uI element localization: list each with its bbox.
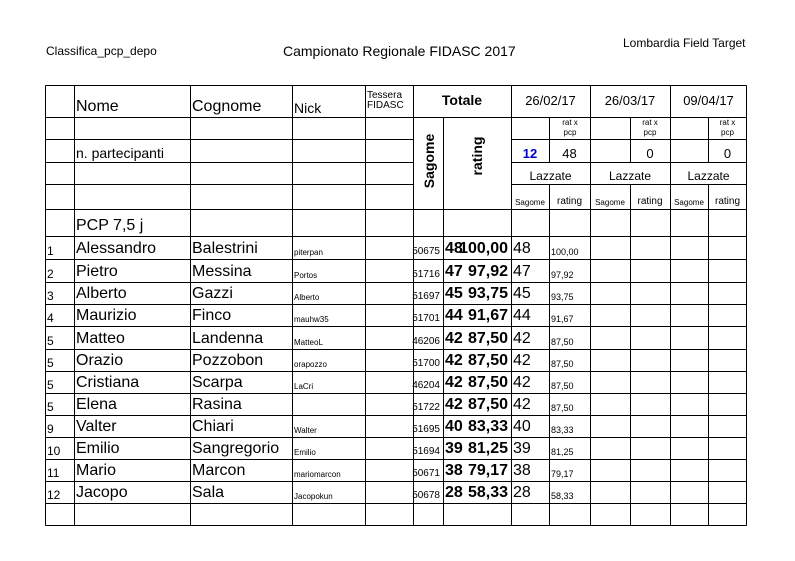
stage1-rating: 91,67 xyxy=(551,314,574,324)
stage1-rating: 97,92 xyxy=(551,270,574,280)
nickname: orapozzo xyxy=(294,360,327,369)
last-name: Marcon xyxy=(192,462,246,479)
nickname: Alberto xyxy=(294,293,320,302)
sheet-id: Classifica_pcp_depo xyxy=(46,44,157,58)
subheader-sagome: Sagome xyxy=(595,198,625,207)
first-name: Maurizio xyxy=(76,307,137,324)
col-header-date: 26/03/17 xyxy=(604,93,656,108)
stage1-rating: 87,50 xyxy=(551,359,574,369)
total-rating: 87,50 xyxy=(467,396,508,413)
stage1-targets: 45 xyxy=(513,285,531,302)
total-targets: 48 xyxy=(445,240,463,257)
first-name: Matteo xyxy=(76,330,125,347)
total-rating: 87,50 xyxy=(467,374,508,391)
total-targets: 42 xyxy=(445,374,463,391)
total-rating: 81,25 xyxy=(467,440,508,457)
rank: 4 xyxy=(47,311,54,325)
nickname: Walter xyxy=(294,426,317,435)
participants-count: 12 xyxy=(522,146,538,161)
col-header-date: 26/02/17 xyxy=(525,93,576,108)
nickname: mariomarcon xyxy=(294,470,341,479)
col-header-tessera: Tessera xyxy=(367,90,403,101)
membership-number: 50678 xyxy=(412,490,440,501)
venue-name: Lazzate xyxy=(608,169,652,183)
subheader-sagome: Sagome xyxy=(515,198,545,207)
first-name: Valter xyxy=(76,418,117,435)
stage1-rating: 87,50 xyxy=(551,381,574,391)
stage1-rating: 83,33 xyxy=(551,425,574,435)
total-rating: 97,92 xyxy=(467,263,508,280)
total-targets: 42 xyxy=(445,330,463,347)
stage1-targets: 42 xyxy=(513,374,531,391)
membership-number: 46204 xyxy=(412,380,440,391)
nickname: MatteoL xyxy=(294,338,323,347)
stage1-targets: 47 xyxy=(513,263,531,280)
total-rating: 100,00 xyxy=(459,240,508,257)
nickname: piterpan xyxy=(294,248,323,257)
total-targets: 39 xyxy=(445,440,463,457)
category-label: PCP 7,5 j xyxy=(76,217,144,234)
stage1-targets: 28 xyxy=(513,484,531,501)
membership-number: 51694 xyxy=(412,446,440,457)
rank: 5 xyxy=(47,356,54,370)
stage1-targets: 39 xyxy=(513,440,531,457)
participants-count: 0 xyxy=(646,146,654,161)
col-header-nick: Nick xyxy=(294,100,322,116)
col-header-ratx: rat x xyxy=(642,118,658,127)
stage1-targets: 42 xyxy=(513,330,531,347)
first-name: Pietro xyxy=(76,263,118,280)
stage1-targets: 38 xyxy=(513,462,531,479)
subheader-rating: rating xyxy=(556,196,582,207)
nickname: LaCri xyxy=(294,382,314,391)
page-title: Campionato Regionale FIDASC 2017 xyxy=(283,43,516,59)
total-targets: 44 xyxy=(445,307,463,324)
stage1-rating: 87,50 xyxy=(551,403,574,413)
col-header-date: 09/04/17 xyxy=(683,93,734,108)
subheader-rating: rating xyxy=(637,196,663,207)
stage1-targets: 40 xyxy=(513,418,531,435)
stage1-targets: 48 xyxy=(513,240,531,257)
nickname: Emilio xyxy=(294,448,316,457)
col-header-pcp: pcp xyxy=(643,128,657,137)
rank: 10 xyxy=(47,444,61,458)
total-rating: 87,50 xyxy=(467,352,508,369)
membership-number: 50671 xyxy=(412,468,440,479)
ranking-table xyxy=(45,85,747,526)
stage1-targets: 42 xyxy=(513,352,531,369)
stage1-rating: 81,25 xyxy=(551,447,574,457)
total-rating: 93,75 xyxy=(467,285,508,302)
venue-name: Lazzate xyxy=(687,169,730,183)
membership-number: 51701 xyxy=(412,313,440,324)
first-name: Cristiana xyxy=(76,374,140,391)
last-name: Landenna xyxy=(192,330,264,347)
stage1-rating: 79,17 xyxy=(551,469,574,479)
rank: 12 xyxy=(47,488,61,502)
last-name: Finco xyxy=(192,307,232,324)
rank: 2 xyxy=(47,267,54,281)
last-name: Gazzi xyxy=(192,285,233,302)
participants-label: n. partecipanti xyxy=(76,145,164,161)
subheader-rating: rating xyxy=(714,196,740,207)
first-name: Orazio xyxy=(76,352,124,369)
first-name: Jacopo xyxy=(76,484,128,501)
stage1-targets: 42 xyxy=(513,396,531,413)
total-targets: 28 xyxy=(445,484,463,501)
rank: 1 xyxy=(47,244,54,258)
last-name: Sala xyxy=(192,484,225,501)
total-targets: 45 xyxy=(445,285,463,302)
total-targets: 38 xyxy=(445,462,463,479)
membership-number: 51700 xyxy=(412,358,440,369)
stage1-rating: 100,00 xyxy=(551,247,579,257)
stage1-rating: 93,75 xyxy=(551,292,574,302)
total-targets: 42 xyxy=(445,396,463,413)
total-targets: 47 xyxy=(445,263,463,280)
first-name: Alberto xyxy=(76,285,127,302)
participants-count: 48 xyxy=(562,146,577,161)
last-name: Rasina xyxy=(192,396,242,413)
membership-number: 51716 xyxy=(412,269,440,280)
col-header-sagome: Sagome xyxy=(421,133,437,189)
nickname: mauhw35 xyxy=(294,315,329,324)
first-name: Mario xyxy=(76,462,117,479)
stage1-targets: 44 xyxy=(513,307,531,324)
first-name: Elena xyxy=(76,396,117,413)
total-rating: 83,33 xyxy=(467,418,508,435)
total-rating: 58,33 xyxy=(467,484,508,501)
stage1-rating: 87,50 xyxy=(551,337,574,347)
col-header-totale: Totale xyxy=(441,92,483,108)
col-header-pcp: pcp xyxy=(721,128,734,137)
col-header-nome: Nome xyxy=(76,98,119,115)
total-rating: 87,50 xyxy=(467,330,508,347)
total-rating: 79,17 xyxy=(467,462,508,479)
col-header-fidasc: FIDASC xyxy=(367,100,404,111)
membership-number: 50675 xyxy=(412,246,440,257)
rank: 11 xyxy=(47,466,60,480)
last-name: Sangregorio xyxy=(192,440,280,457)
rank: 5 xyxy=(47,378,54,392)
col-header-cognome: Cognome xyxy=(192,98,262,115)
participants-count: 0 xyxy=(723,146,732,161)
organizer: Lombardia Field Target xyxy=(623,36,746,50)
col-header-ratx: rat x xyxy=(719,118,736,127)
rank: 9 xyxy=(47,422,54,436)
last-name: Chiari xyxy=(192,418,234,435)
membership-number: 46206 xyxy=(412,336,440,347)
last-name: Pozzobon xyxy=(192,352,264,369)
total-targets: 40 xyxy=(445,418,463,435)
col-header-rating: rating xyxy=(469,136,485,176)
first-name: Alessandro xyxy=(76,240,157,257)
rank: 5 xyxy=(47,400,54,414)
col-header-ratx: rat x xyxy=(562,118,578,127)
last-name: Messina xyxy=(192,263,252,280)
col-header-pcp: pcp xyxy=(563,128,577,137)
participants-count xyxy=(670,139,708,162)
nickname: Portos xyxy=(294,271,318,280)
last-name: Scarpa xyxy=(192,374,243,391)
rank: 5 xyxy=(47,334,54,348)
membership-number: 51722 xyxy=(412,402,440,413)
last-name: Balestrini xyxy=(192,240,258,257)
participants-count xyxy=(590,139,630,162)
nickname: Jacopokun xyxy=(294,492,333,501)
stage1-rating: 58,33 xyxy=(551,491,574,501)
venue-name: Lazzate xyxy=(529,169,572,183)
rank: 3 xyxy=(47,289,54,303)
total-targets: 42 xyxy=(445,352,463,369)
total-rating: 91,67 xyxy=(467,307,508,324)
first-name: Emilio xyxy=(76,440,120,457)
membership-number: 51695 xyxy=(412,424,440,435)
membership-number: 51697 xyxy=(412,291,440,302)
subheader-sagome: Sagome xyxy=(674,198,704,207)
